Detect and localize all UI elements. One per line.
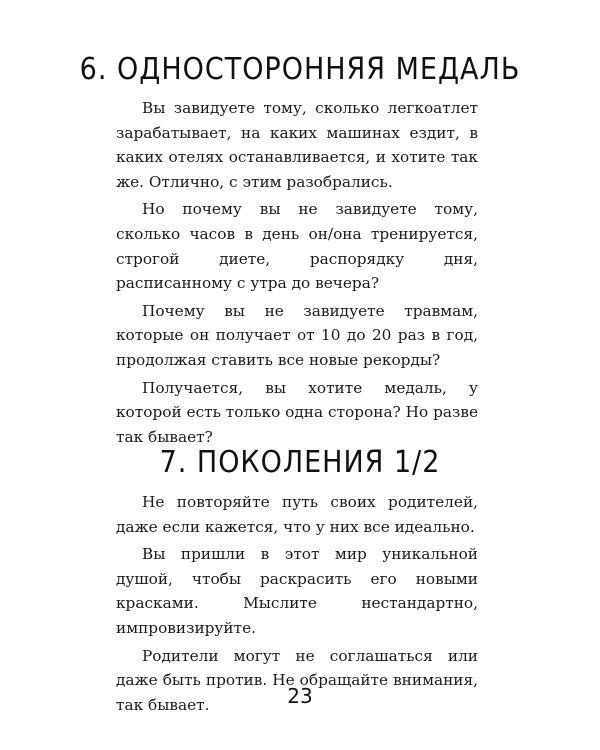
section-title: 7. ПОКОЛЕНИЯ 1/2 [159,445,441,480]
section-title: 6. ОДНОСТОРОННЯЯ МЕДАЛЬ [79,52,521,87]
paragraph: Не повторяйте путь своих родителей, даже если кажется, что у них все идеально. [116,493,478,536]
page-number: 23 [287,684,313,708]
paragraph: Получается, вы хотите медаль, у которой есть только одна сторона? Но разве так бывает? [116,378,478,446]
paragraph: Вы завидуете тому, сколько легкоатлет зарабатывает, на каких машинах ездит, в каких отелях останавливается, и хотите так же. Отлично, с этим разобрались. [116,99,478,191]
paragraph: Родители могут не соглашаться или даже быть против. Не обращайте внимания, так бывает. [116,646,478,714]
paragraph: Почему вы не завидуете травмам, которые он получает от 10 до 20 раз в год, продолжая ставить все новые рекорды? [116,301,478,369]
section-body [116,96,478,452]
paragraph: Но почему вы не завидуете тому, сколько часов в день он/она тренируется, строгой диете, распорядку дня, расписанному с утра до вечера? [116,200,478,293]
paragraph: Вы пришли в этот мир уникальной душой, чтобы раскрасить его новыми красками. Мыслите нестандартно, импровизируйте. [116,545,478,637]
